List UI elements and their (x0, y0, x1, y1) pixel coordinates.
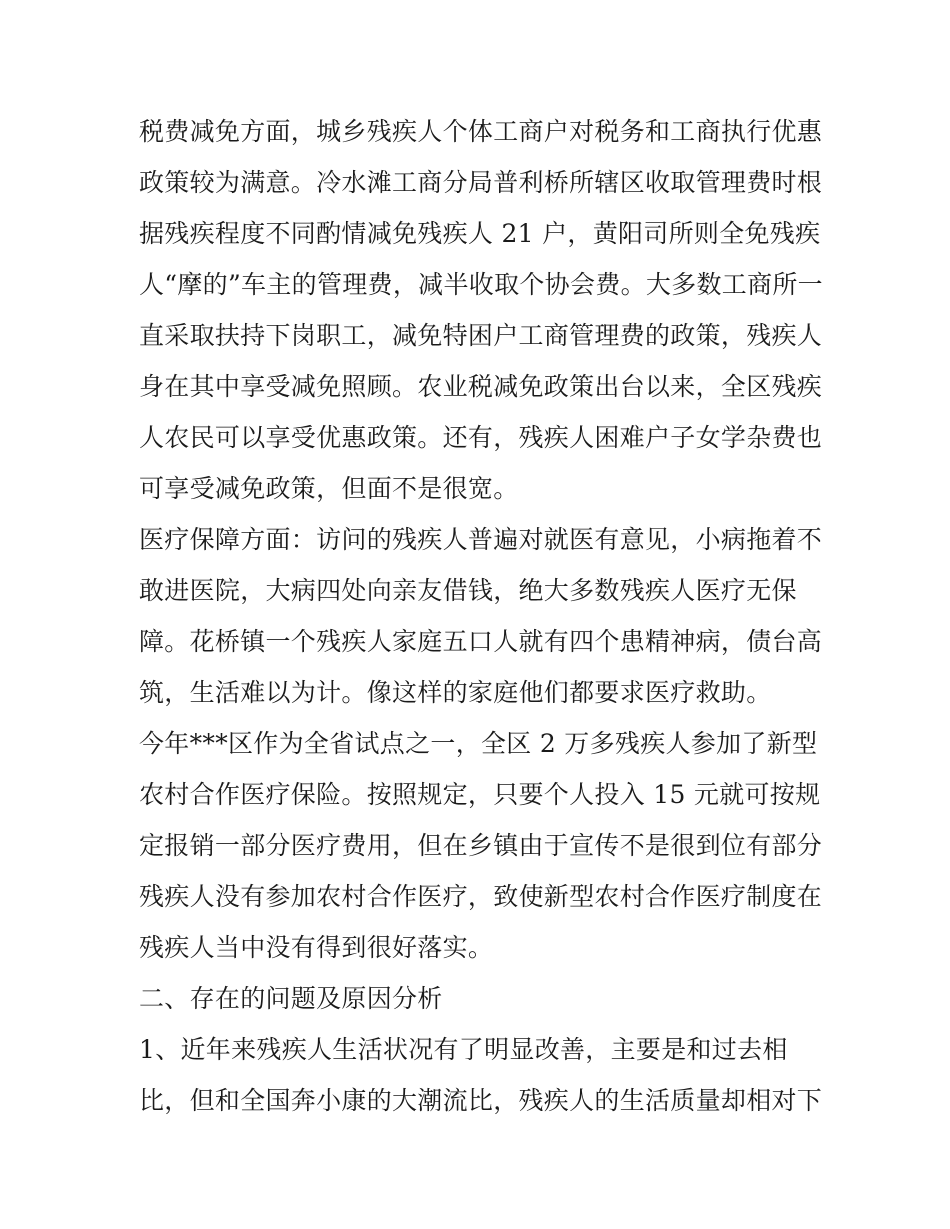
text-line: 比，但和全国奔小康的大潮流比，残疾人的生活质量却相对下 (139, 1086, 823, 1115)
text-line: 残疾人没有参加农村合作医疗，致使新型农村合作医疗制度在 (139, 882, 823, 911)
text-line: 人农民可以享受优惠政策。还有，残疾人困难户子女学杂费也 (139, 423, 823, 452)
text-line: 定报销一部分医疗费用，但在乡镇由于宣传不是很到位有部分 (139, 831, 823, 860)
text-line: 农村合作医疗保险。按照规定，只要个人投入 15 元就可按规 (139, 780, 821, 809)
text-line: 障。花桥镇一个残疾人家庭五口人就有四个患精神病，债台高 (139, 627, 823, 656)
text-line: 身在其中享受减免照顾。农业税减免政策出台以来，全区残疾 (139, 372, 823, 401)
text-line: 税费减免方面，城乡残疾人个体工商户对税务和工商执行优惠 (139, 117, 823, 146)
text-line: 残疾人当中没有得到很好落实。 (139, 933, 494, 962)
section-heading: 二、存在的问题及原因分析 (139, 984, 443, 1013)
text-line: 1、近年来残疾人生活状况有了明显改善，主要是和过去相 (139, 1035, 788, 1064)
text-line: 医疗保障方面：访问的残疾人普遍对就医有意见，小病拖着不 (139, 525, 823, 554)
text-line: 可享受减免政策，但面不是很宽。 (139, 474, 519, 503)
text-line: 敢进医院，大病四处向亲友借钱，绝大多数残疾人医疗无保 (139, 576, 797, 605)
text-line: 人“摩的”车主的管理费，减半收取个协会费。大多数工商所一 (139, 270, 823, 299)
text-line: 政策较为满意。冷水滩工商分局普利桥所辖区收取管理费时根 (139, 168, 823, 197)
text-line: 据残疾程度不同酌情减免残疾人 21 户，黄阳司所则全免残疾 (139, 219, 821, 248)
text-line: 今年***区作为全省试点之一，全区 2 万多残疾人参加了新型 (139, 729, 818, 758)
document-body (139, 106, 823, 1126)
text-line: 筑，生活难以为计。像这样的家庭他们都要求医疗救助。 (139, 678, 772, 707)
text-line: 直采取扶持下岗职工，减免特困户工商管理费的政策，残疾人 (139, 321, 823, 350)
